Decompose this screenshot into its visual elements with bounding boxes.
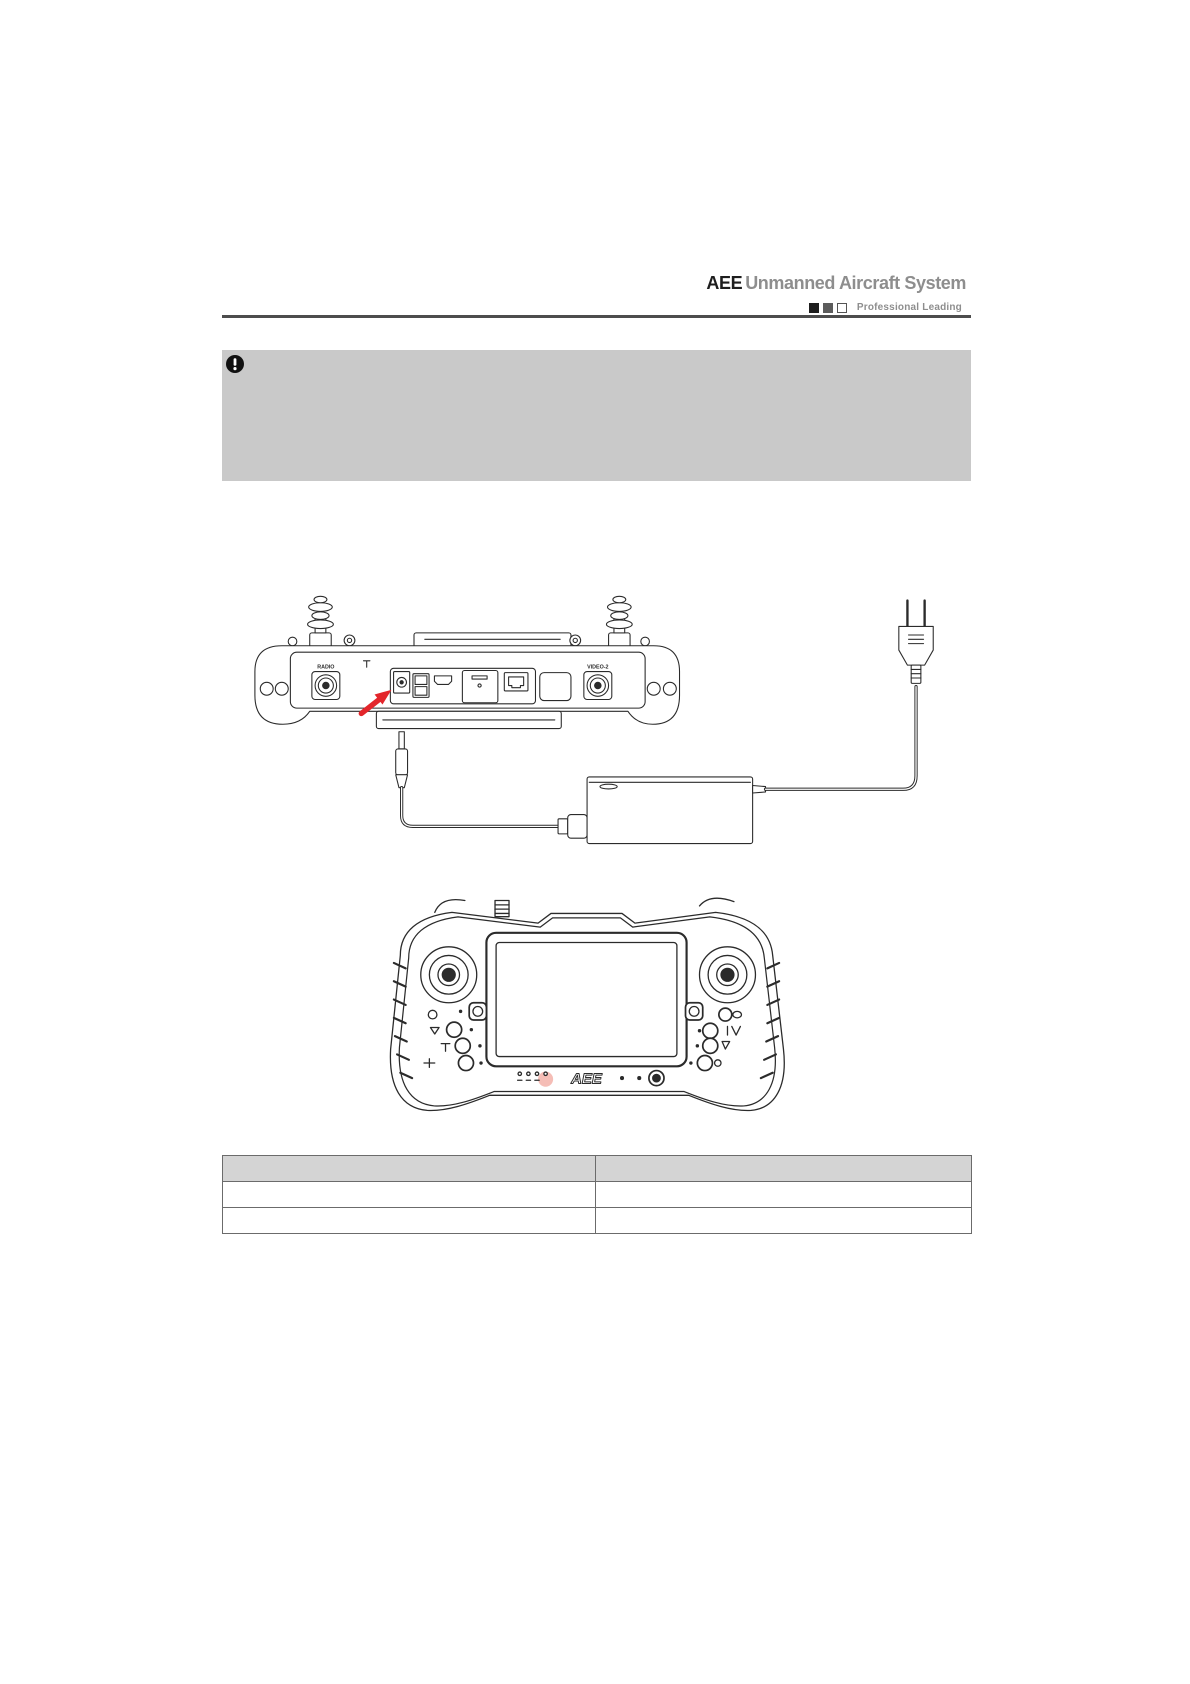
left-stick <box>308 596 334 648</box>
product-line-title: Unmanned Aircraft System <box>745 273 966 293</box>
tagline-row <box>809 302 962 313</box>
video-antenna-connector <box>584 664 612 699</box>
table-row <box>223 1182 972 1208</box>
square-icon-black <box>809 303 819 313</box>
square-icon-white <box>837 303 847 313</box>
blank-cover <box>540 673 571 701</box>
table-header-cell <box>596 1156 972 1182</box>
spec-table <box>222 1155 972 1234</box>
ac-cable <box>766 687 917 790</box>
dc-plug <box>396 732 408 788</box>
table-cell <box>596 1208 972 1234</box>
touch-screen <box>486 933 686 1066</box>
front-logo: AEE <box>571 1070 602 1088</box>
square-icon-gray <box>823 303 833 313</box>
table-header-row <box>223 1156 972 1182</box>
power-adapter <box>558 777 765 844</box>
dc-in-port-icon <box>394 672 410 694</box>
port-panel <box>390 668 535 703</box>
bottom-tray <box>376 711 561 728</box>
warning-icon <box>226 355 244 373</box>
table-header-cell <box>223 1156 596 1182</box>
table-row <box>223 1208 972 1234</box>
controller-front-diagram <box>382 893 791 1119</box>
hdmi-port-icon <box>434 676 451 685</box>
radio-label: RADIO <box>317 664 335 671</box>
lan-port-icon <box>504 673 528 691</box>
ac-plug <box>899 601 933 684</box>
header-divider <box>222 315 971 318</box>
charging-diagram <box>247 592 968 850</box>
left-joystick <box>421 947 477 1003</box>
video-label: VIDEO-2 <box>587 664 609 671</box>
right-joystick <box>700 947 756 1003</box>
sd-card-slot-icon <box>462 670 497 702</box>
dc-cable <box>402 788 559 827</box>
table-cell <box>596 1182 972 1208</box>
header-title <box>706 273 966 294</box>
tagline: Professional Leading <box>856 302 962 313</box>
table-cell <box>223 1208 596 1234</box>
right-stick <box>606 596 632 648</box>
usb-port-icon <box>413 674 429 698</box>
notice-box <box>222 350 971 481</box>
table-cell <box>223 1182 596 1208</box>
brand-name: AEE <box>706 273 743 293</box>
